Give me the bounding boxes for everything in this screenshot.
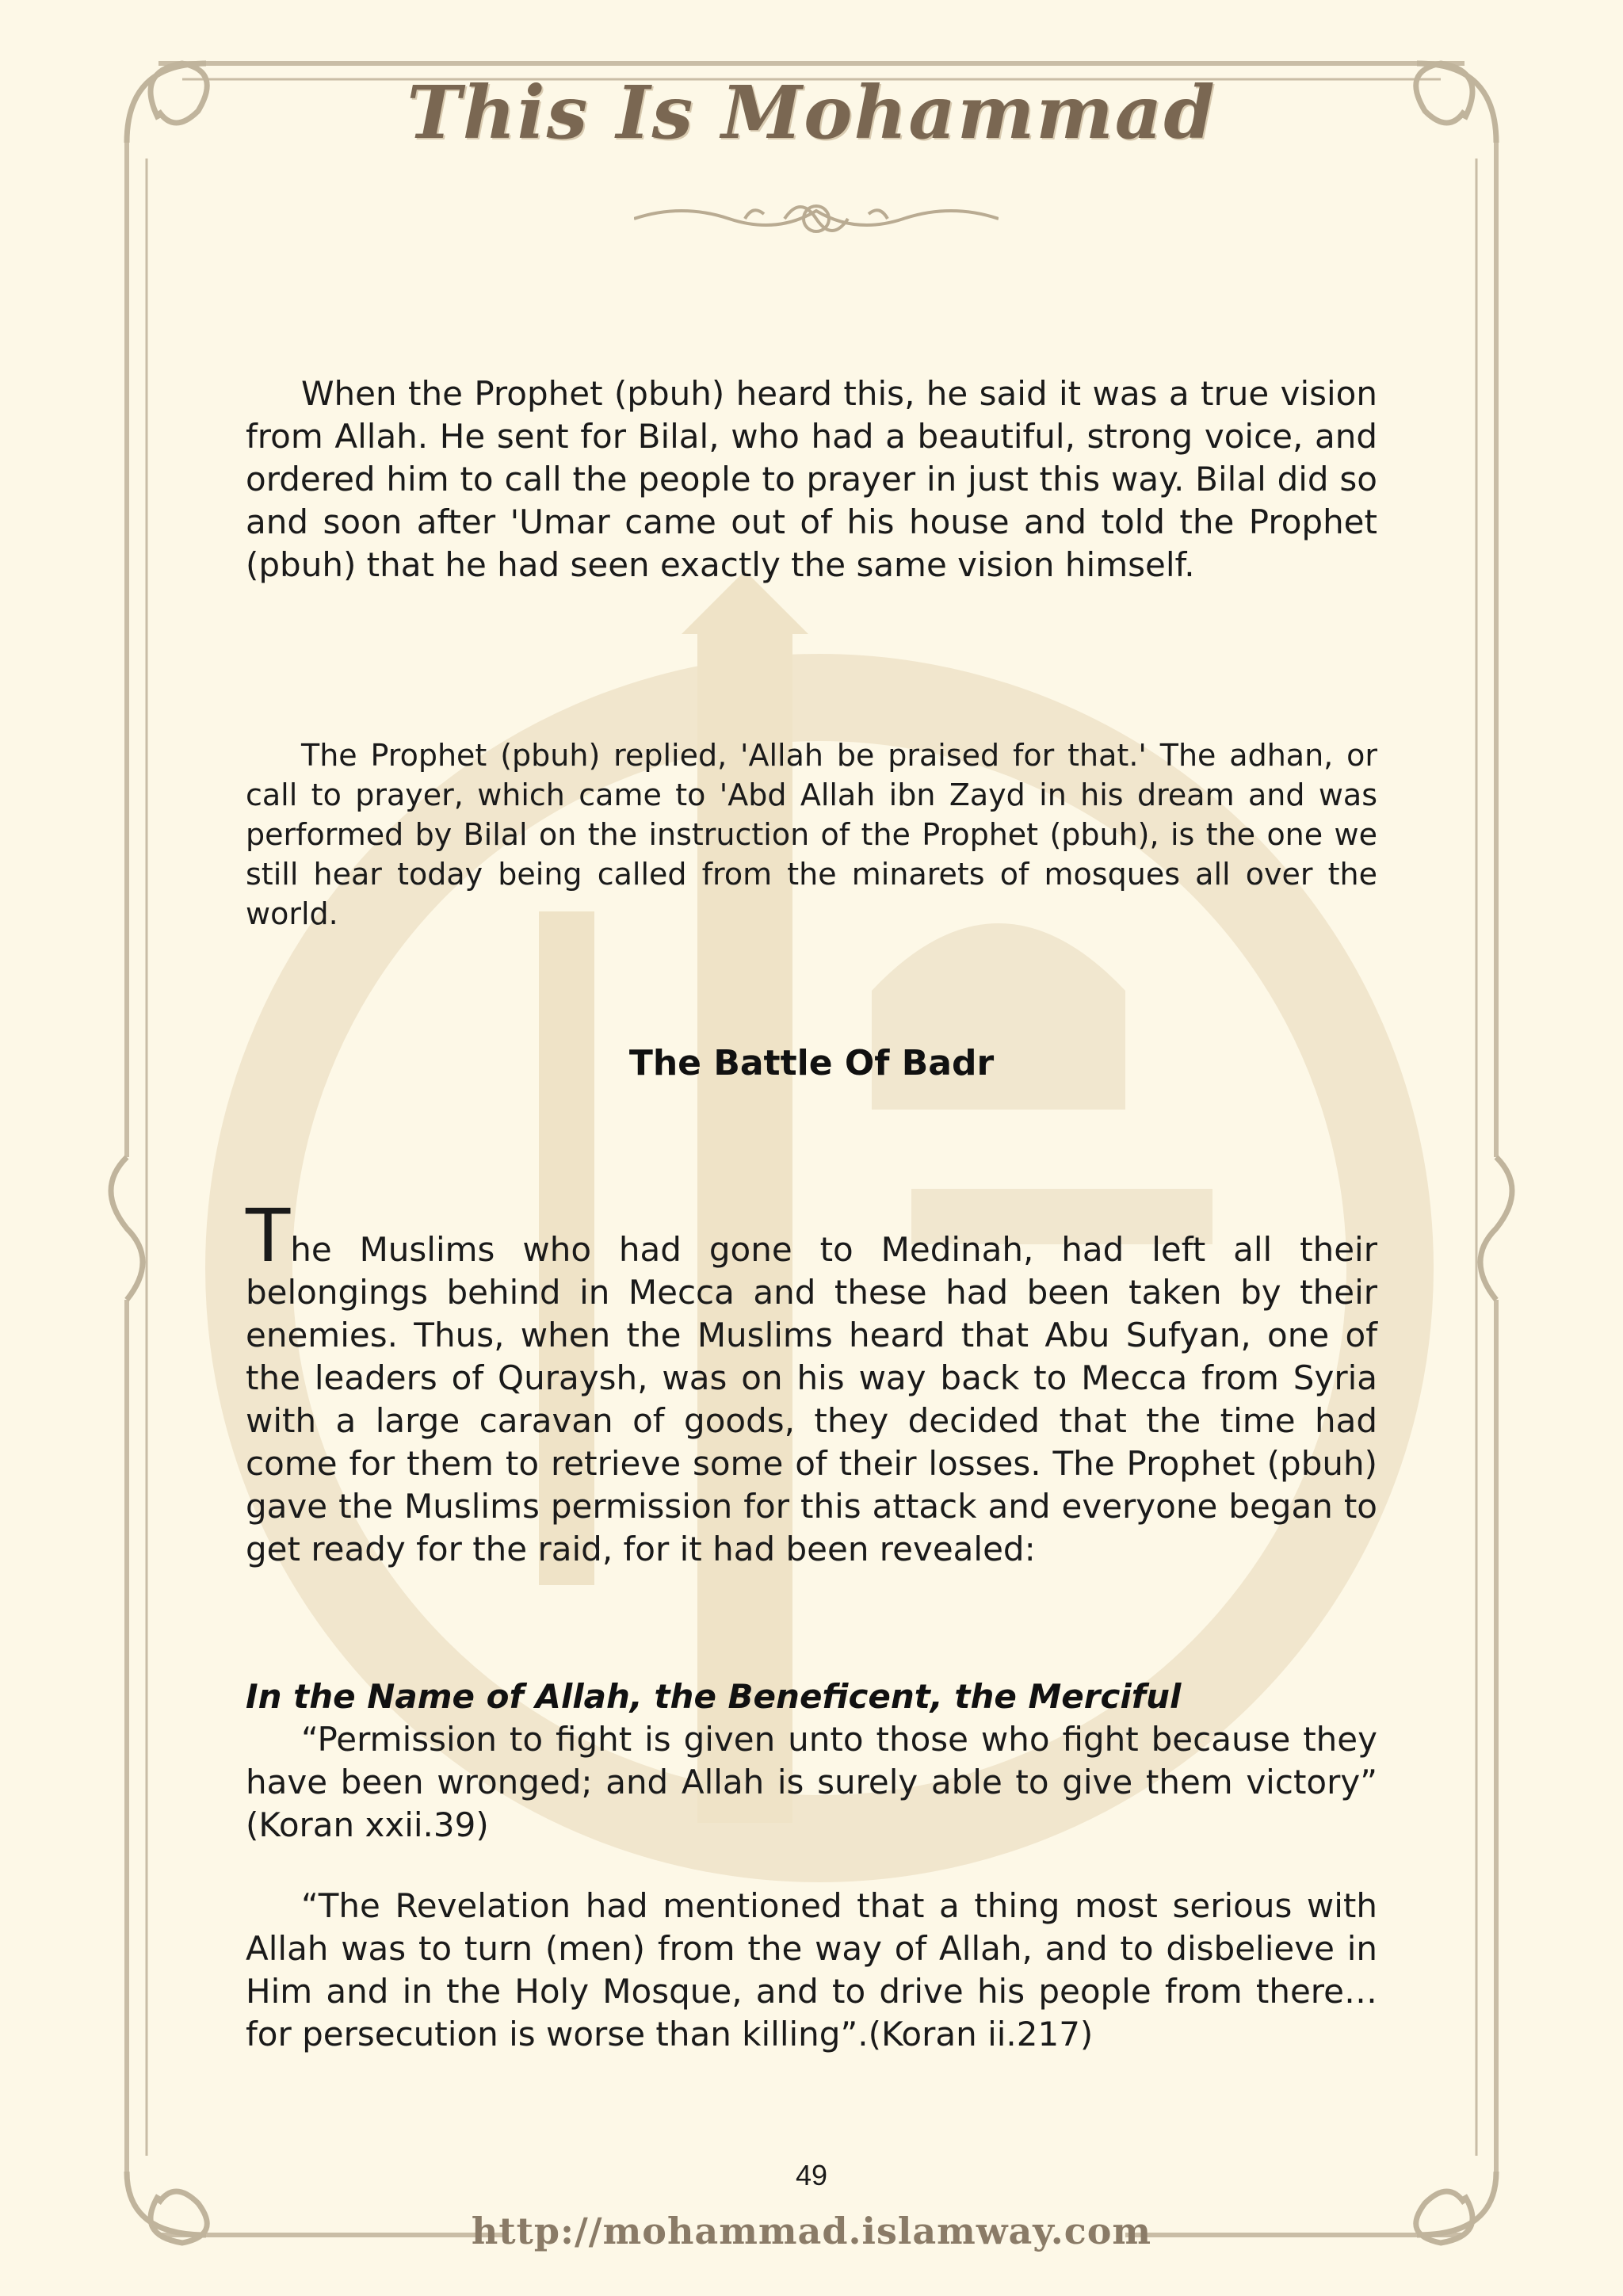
quote-1: “Permission to fight is given unto those who fight because they have been wronged; and Allah is surely able to give them victory” (Koran xxii.39) <box>246 1720 1377 1844</box>
side-scroll-left <box>111 1157 143 1300</box>
paragraph-1-block <box>246 372 1377 586</box>
paragraph-3-text: he Muslims who had gone to Medinah, had left all their belongings behind in Mecca and these had been taken by their enemies. Thus, when the Muslims heard that Abu Sufyan, one of the leaders of Quraysh, was on his way back to Mecca from Syria with a large caravan of goods, they decided that the time had come for them to retrieve some of their losses. The Prophet (pbuh) gave the Muslims permission for this attack and everyone began to get ready for the raid, for it had been revealed: <box>246 1230 1377 1568</box>
header-ornament <box>634 187 999 250</box>
drop-cap: T <box>246 1194 291 1278</box>
quote-2: “The Revelation had mentioned that a thing most serious with Allah was to turn (men) from the way of Allah, and to disbelieve in Him and in the Holy Mosque, and to drive his people from there…for persecution is worse than killing”.(Koran ii.217) <box>246 1886 1377 2053</box>
paragraph-3 <box>246 1194 1377 1571</box>
header-title: This Is Mohammad <box>407 70 1216 155</box>
quote-block <box>246 1675 1377 2056</box>
footer-url: http://mohammad.islamway.com <box>471 2210 1152 2252</box>
section-heading: The Battle Of Badr <box>628 1043 995 1083</box>
page-number: 49 <box>795 2159 828 2191</box>
paragraph-1: When the Prophet (pbuh) heard this, he said it was a true vision from Allah. He sent for Bilal, who had a beautiful, strong voice, and ordered him to call the people to prayer in just this way. Bilal did so and soon after 'Umar came out of his house and told the Prophet (pbuh) that he had seen exactly the same vision himself. <box>246 374 1377 584</box>
basmala-heading: In the Name of Allah, the Beneficent, the Merciful <box>246 1677 1182 1716</box>
side-scroll-right <box>1480 1157 1512 1300</box>
paragraph-3-block <box>246 1194 1377 1571</box>
paragraph-2: The Prophet (pbuh) replied, 'Allah be praised for that.' The adhan, or call to prayer, which came to 'Abd Allah ibn Zayd in his dream and was performed by Bilal on the instruction of the Prophet (pbuh), is the one we still hear today being called from the minarets of mosques all over the world. <box>246 738 1377 931</box>
paragraph-2-block <box>246 735 1377 934</box>
